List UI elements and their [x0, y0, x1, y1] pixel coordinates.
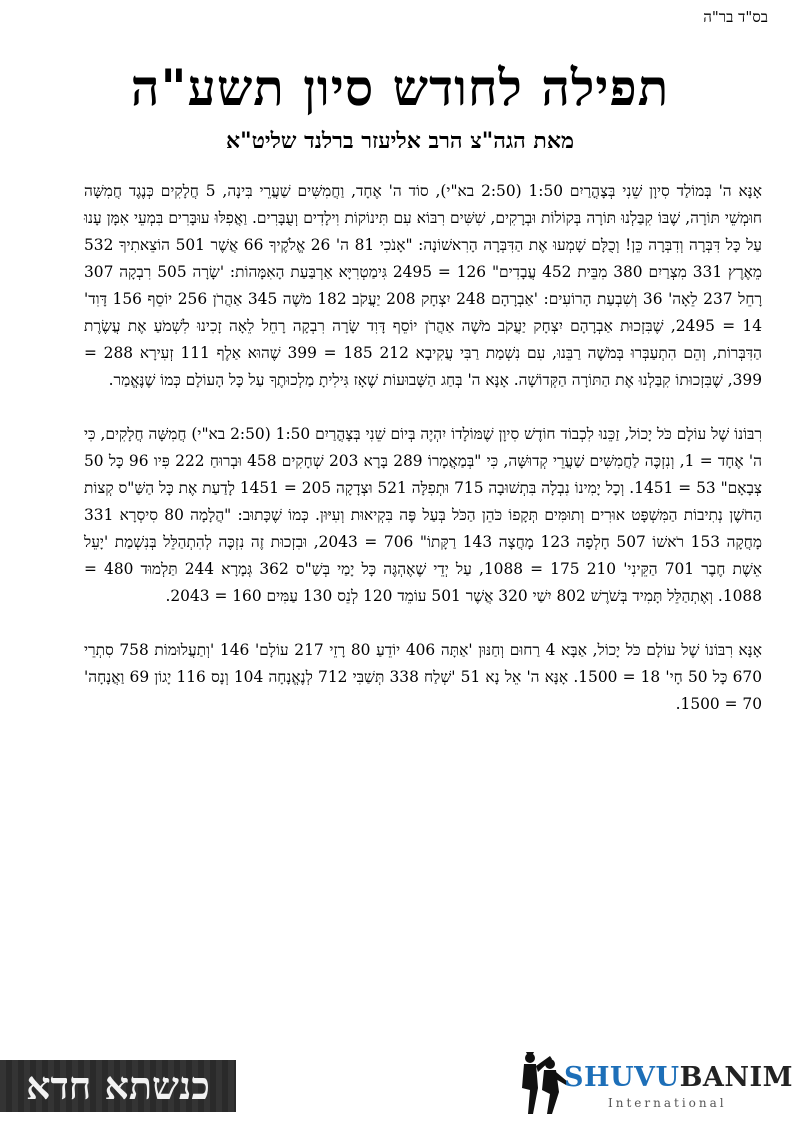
brand-part1: SHUVU — [564, 1062, 680, 1093]
paragraph-3: אָנָּא רִבּוֹנוֹ שֶׁל עוֹלָם כֹּל יָכוֹל, אַבָּא 4 רַחוּם וְחַנּוּן 'אַתָּה 406 יוֹדֵעַ 80 רָזֵי 217 עוֹלָם' 146 'וְתַעֲלוּמוֹת 758 סִתְרֵי 670 כָּל 50 חָי' 18 = 1500. אָנָּא ה' אֵל נָא 51 'שְׁלַח 338 תְּשַׁבִּי 712 לְנֶאֱנָחָה 104 וְנָס 116 יָגוֹן 69 וַאֲנָחָה' 70 = 1500. — [84, 641, 763, 713]
knishta-logo-text: כנשתא חדא — [26, 1063, 210, 1108]
paragraph-2: רִבּוֹנוֹ שֶׁל עוֹלָם כֹּל יָכוֹל, זַכֵּנוּ לִכְבוֹד חוֹדֶשׁ סִיוָן שֶׁמּוֹלָדוֹ יִהְיֶה בְּיוֹם שֵׁנִי בְּצָהֳרַיִם 1:50 (2:50 בא"י) חֲמִשָּׁה חֲלָקִים, כִּי ה' אֶחָד = 1, וְנִזְכֶּה לַחֲמִשִּׁים שַׁעֲרֵי קְדוּשָּׁה, כִּי "בְּמַאֲמָרוֹ 289 בָּרָא 203 שְׁחָקִים 458 וּבְרוּחַ 222 פִּיו 96 כָּל 50 צְבָאָם" 53 = 1451. וְכָל יָמִינוֹ נִבְלָה בִּתְשׁוּבָה 715 וּתְפִלָּה 521 וּצְדָקָה 205 = 1451 לָדַעַת אֶת כָּל הַשַּׁ"ס קְצוֹת הַחֹשֶׁן נְתִיבוֹת הַמִּשְׁפָּט אוּרִים וְתוּמִּים תְּקָפוֹ כֹּהֵן הַכֹּל בְּעַל פֶּה בִּקְיאוּת וְעִיּוּן. כְּמוֹ שֶׁכָּתוּב: "הֲלָמָה 80 סִיסְרָא 331 מָחֲקָה 153 רֹאשׁוֹ 507 חָלְפָה 123 מָחֲצָה 143 רַקָּתוֹ" 706 = 2043, וּבִזְכוּת זֶה נִזְכֶּה לְהִתְהַלֵּל בְּנִשְׁמַת 'יָעֵל אֵשֶׁת חֶבֶר 701 הַקֵּינִי' 210 175 = 1088, עַל יְדֵי שֶׁאֶהְגֶּה כָּל יָמַי בְּשַׁ"ס 362 גְּמָרָא 244 תַּלְמוּד 480 = 1088. וְאֶתְהַלֵּל תָּמִיד בְּשֹׁרֶשׁ 802 יִשַׁי 320 אֲשֶׁר 501 עוֹמֵד 120 לְנֵס 130 עַמִּים 160 = 2043. — [84, 425, 763, 605]
prayer-body — [84, 178, 762, 745]
paragraph-1: אָנָּא ה' בְּמוֹלַד סִיוָן שֵׁנִי בְּצָהֳרַיִם 1:50 (2:50 בא"י), סוֹד ה' אֶחָד, וַחֲמִשִּׁים שַׁעֲרֵי בִּינָה, 5 חֲלָקִים כְּנֶגֶד חֲמִשָּׁה חוּמְשֵׁי תּוֹרָה, שֶׁבּוֹ קִבַּלְנוּ תּוֹרָה בְּקוֹלוֹת וּבְרָקִים, שִׁשִּׁים רִבּוֹא עִם תִּינוֹקוֹת וִילָדִים וְעֻבָּרִים. וַאֲפִלּוּ עוּבָּרִים בִּמְעֵי אִמָּן עָנוּ עַל כָּל דִּבְּרָה וְדִבְּרָה כֵּן! וְכֻלָּם שָׁמְעוּ אֶת הַדִּבְּרָה הָרִאשׁוֹנָה: "אָנֹכִי 81 ה' 26 אֱלֹקֶיךָ 66 אֲשֶׁר 501 הוֹצֵאתִיךָ 532 מֵאֶרֶץ 331 מִצְרַיִם 380 מִבֵּית 452 עֲבָדִים" 126 = 2495 גִּימַטְרִיָּא אַרְבַּעַת הָאִמָּהוֹת: 'שָׂרָה 505 רִבְקָה 307 רָחֵל 237 לֵאָה' 36 וְשִׁבְעַת הָרוֹעִים: 'אַבְרָהָם 248 יִצְחָק 208 יַעֲקֹב 182 מֹשֶׁה 345 אַהֲרֹן 256 יוֹסֵף 156 דָּוִד' 14 = 2495, שֶׁבִּזְכוּת אַבְרָהָם יִצְחָק יַעֲקֹב מֹשֶׁה אַהֲרֹן יוֹסֵף דָּוִד שָׂרָה רִבְקָה רָחֵל לֵאָה זָכִינוּ לִשְׁמֹעַ אֶת עֲשֶׂרֶת הַדִּבְּרוֹת, וְהֵם הִתְעַבְּרוּ בְּמֹשֶׁה רַבֵּנוּ, עִם נִשְׁמַת רַבִּי עֲקִיבָא 212 185 = 399 שֶׁהוּא אַלֶף 111 זְעִירָא 288 = 399, שֶׁבִּזְכוּתוֹ קִבַּלְנוּ אֶת הַתּוֹרָה הַקְּדוֹשָׁה. אָנָּא ה' בְּחַג הַשָּׁבוּעוֹת שֶׁאָז גִּילִיתָ מַלְכוּתֶךָ עַל כָּל הָעוֹלָם כְּמוֹ שֶׁנֶּאֱמַר. — [84, 182, 762, 389]
knishta-logo — [0, 1060, 236, 1112]
bsd-header: בס"ד בר"ה — [703, 8, 768, 26]
shuvu-banim-logo — [516, 1048, 794, 1116]
brand-subtitle: International — [608, 1096, 727, 1110]
page-subtitle: מאת הגה"צ הרב אליעזר ברלנד שליט"א — [225, 128, 575, 154]
page-title: תפילה לחודש סיון תשע"ה — [130, 58, 670, 117]
brand-name — [564, 1062, 793, 1093]
brand-part2: BANIM — [679, 1062, 794, 1093]
